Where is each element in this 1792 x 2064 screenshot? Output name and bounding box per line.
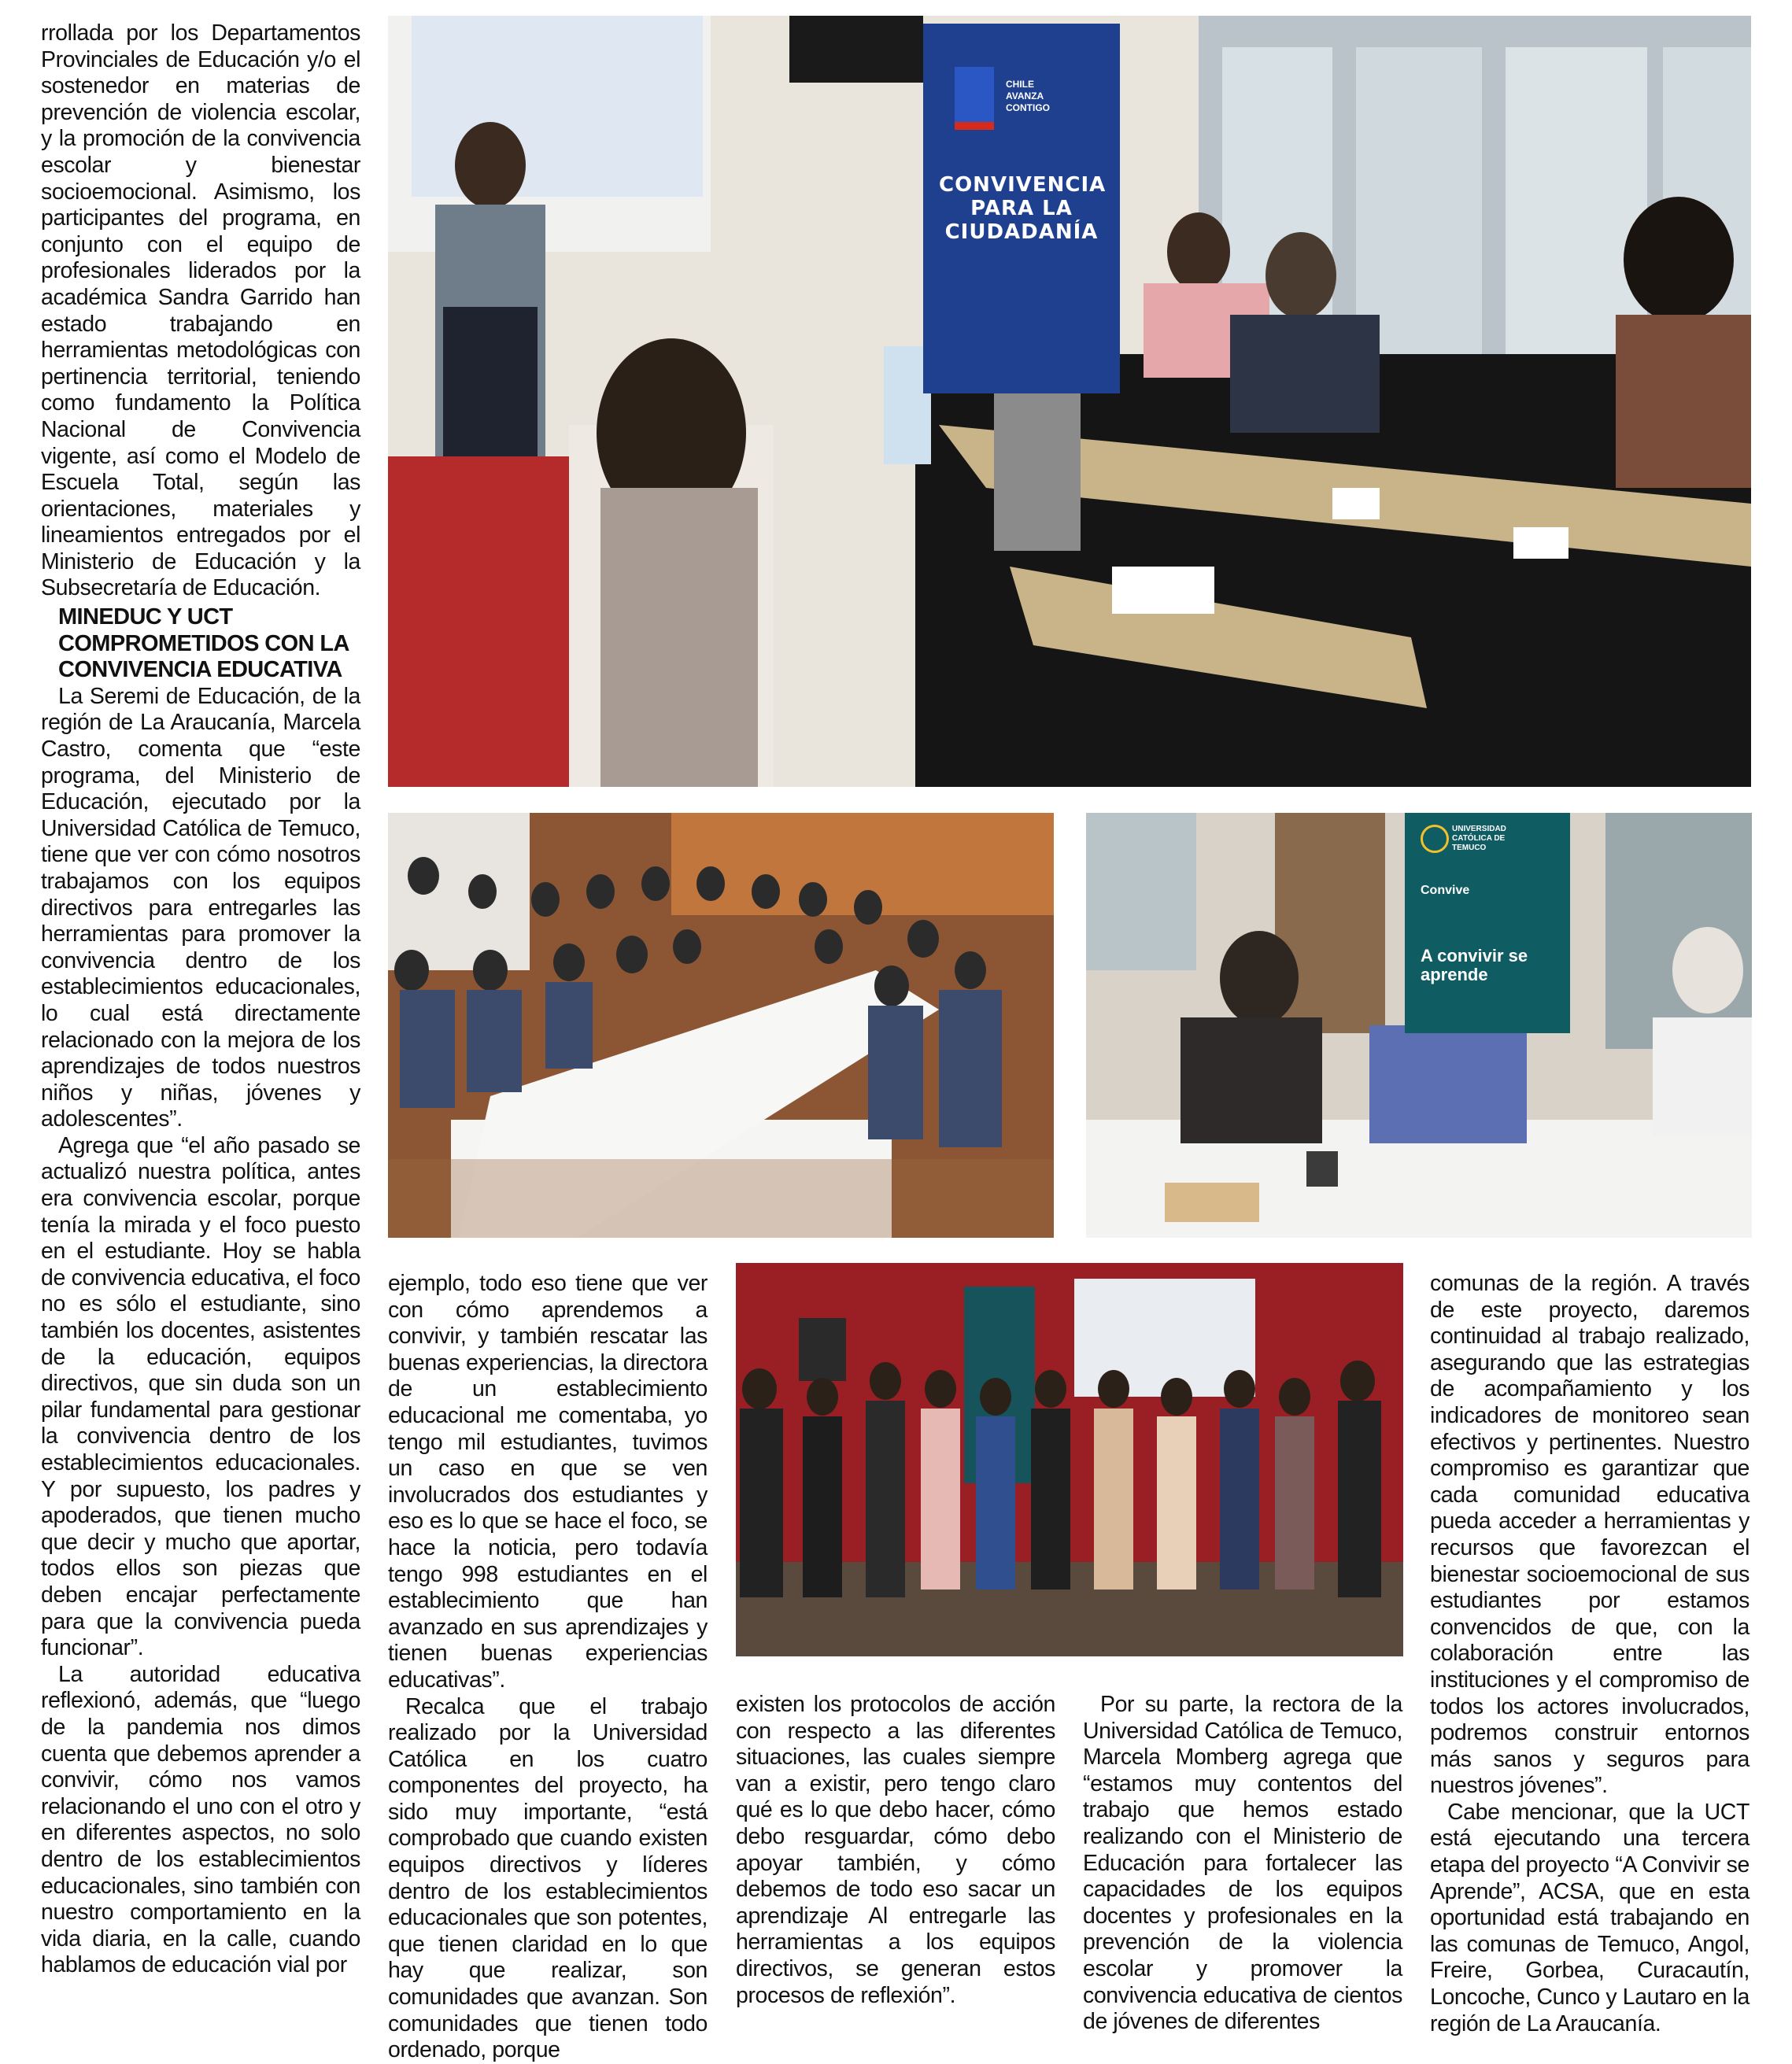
paragraph: Cabe mencionar, que la UCT está ejecutando una tercera etapa del proyecto “A Convivir se Aprende”, ACSA, que en esta oportunidad está trabajando en las comunas de Temuco, Angol, Freire, Gorbea, Curacautín, Loncoche, Cunco y Lautaro en la región de La Araucanía. (1430, 1799, 1750, 2036)
article-column-1-bottom (41, 604, 360, 1979)
paragraph: Por su parte, la rectora de la Universidad Católica de Temuco, Marcela Momberg agrega que “estamos muy contentos del trabajo que hemos estado realizando con el Ministerio de Educación para fortalecer las capacidades de los equipos docentes y profesionales en la prevención de la violencia escolar y promover la convivencia educativa de cientos de jóvenes de diferentes (1083, 1692, 1402, 2035)
paragraph: La Seremi de Educación, de la región de La Araucanía, Marcela Castro, comenta que “este programa, del Ministerio de Educación, ejecutado por la Universidad Católica de Temuco, tiene que ver con cómo nosotros trabajamos con los equipos directivos para entregarles las herramientas para promover la convivencia dentro de los establecimientos educacionales, lo cual está directamente relacionado con la mejora de los aprendizajes de todos nuestros niños y niñas, jóvenes y adolescentes”. (41, 683, 360, 1132)
article-column-4 (1083, 1692, 1402, 2036)
group-standing-scene (736, 1263, 1403, 1656)
banner-line-3: CONTIGO (1006, 102, 1050, 113)
photo-group-standing (736, 1263, 1403, 1656)
uct-logo-icon (1421, 825, 1449, 853)
banner-title: CONVIVENCIA PARA LA CIUDADANÍA (939, 173, 1107, 244)
article-column-2 (388, 1271, 708, 2064)
group-tables-scene (388, 813, 1054, 1238)
paragraph: La autoridad educativa reflexionó, además, que “luego de la pandemia nos dimos cuenta que debemos aprender a convivir, cómo nos vamos relacionando el uno con el otro y en diferentes aspectos, no solo dentro de los establecimientos educacionales, sino también con nuestro comportamiento en la vida diaria, en la calle, cuando hablamos de educación vial por (41, 1661, 360, 1978)
banner-convivencia (923, 24, 1120, 393)
banner-org: UNIVERSIDAD CATÓLICA DE TEMUCO (1452, 825, 1506, 852)
photo-meeting-room (388, 16, 1751, 787)
paragraph: ejemplo, todo eso tiene que ver con cómo aprendemos a convivir, y también rescatar las buenas experiencias, la directora de un establecimiento educacional me comentaba, yo tengo mil estudiantes, tuvimos un caso en que se ven involucrados dos estudiantes y eso es lo que se hace el foco, se hace la noticia, pero todavía tengo 998 estudiantes en el establecimiento que han avanzado en sus aprendizajes y tienen buenas experiencias educativas”. (388, 1271, 708, 1693)
paragraph: rrollada por los Departamentos Provinciales de Educación y/o el sostenedor en materias de prevención de violencia escolar, y la promoción de la convivencia escolar y bienestar socioemocional. Asimismo, los participantes del programa, en conjunto con el equipo de profesionales liderados por la académica Sandra Garrido han estado trabajando en herramientas metodológicas con pertinencia territorial, teniendo como fundamento la Política Nacional de Convivencia vigente, así como el Modelo de Escuela Total, según las orientaciones, materiales y lineamientos entregados por el Ministerio de Educación y la Subsecretaría de Educación. (41, 20, 360, 601)
photo-group-tables (388, 813, 1054, 1238)
paragraph: Recalca que el trabajo realizado por la Universidad Católica en los cuatro componentes del proyecto, ha sido muy importante, “está comprobado que cuando existen equipos directivos y líderes dentro de los establecimientos educacionales que son potentes, que tienen claridad en lo que hay que realizar, son comunidades que avanzan. Son comunidades que tienen todo ordenado, porque (388, 1693, 708, 2063)
paragraph: comunas de la región. A través de este proyecto, daremos continuidad al trabajo realizado, asegurando que las estrategias de acompañamiento y los indicadores de monitoreo sean efectivos y pertinentes. Nuestro compromiso es garantizar que cada comunidad educativa pueda acceder a herramientas y recursos que favorezcan el bienestar socioemocional de sus estudiantes por estamos convencidos de que, con la colaboración entre las instituciones y el compromiso de todos los actores involucrados, podremos construir entornos más sanos y seguros para nuestros jóvenes”. (1430, 1271, 1750, 1799)
article-column-3 (736, 1692, 1055, 2009)
banner-brand: Convive (1421, 884, 1470, 897)
banner-slogan: A convivir se aprende (1421, 946, 1528, 984)
paragraph: existen los protocolos de acción con respecto a las diferentes situaciones, las cuales siempre van a existir, pero tengo claro qué es lo que debo hacer, cómo debo resguardar, cómo debo apoyar también, y cómo debemos de todo eso sacar un aprendizaje Al entregarle las herramientas a los equipos directivos, se generan estos procesos de reflexión”. (736, 1692, 1055, 2008)
banner-line-1: CHILE (1006, 79, 1034, 90)
banner-uct (1405, 813, 1570, 1033)
photo-participants-writing (1086, 813, 1752, 1238)
article-column-5 (1430, 1271, 1750, 2037)
paragraph: Agrega que “el año pasado se actualizó nuestra política, antes era convivencia escolar, porque tenía la mirada y el foco puesto en el estudiante. Hoy se habla de convivencia educativa, el foco no es sólo el estudiante, sino también los docentes, asistentes de la educación, equipos directivos, que sin duda son un pilar fundamental para gestionar la convivencia dentro de los establecimientos educacionales. Y por supuesto, los padres y apoderados, que tienen mucho que decir y mucho que aportar, todos ellos son piezas que deben encajar perfectamente para que la convivencia pueda funcionar”. (41, 1132, 360, 1661)
article-column-1-top (41, 20, 360, 602)
chile-logo-icon (955, 67, 994, 130)
banner-line-2: AVANZA (1006, 90, 1044, 102)
subheading: MINEDUC Y UCT COMPROMETIDOS CON LA CONVIVENCIA EDUCATIVA (58, 604, 349, 683)
